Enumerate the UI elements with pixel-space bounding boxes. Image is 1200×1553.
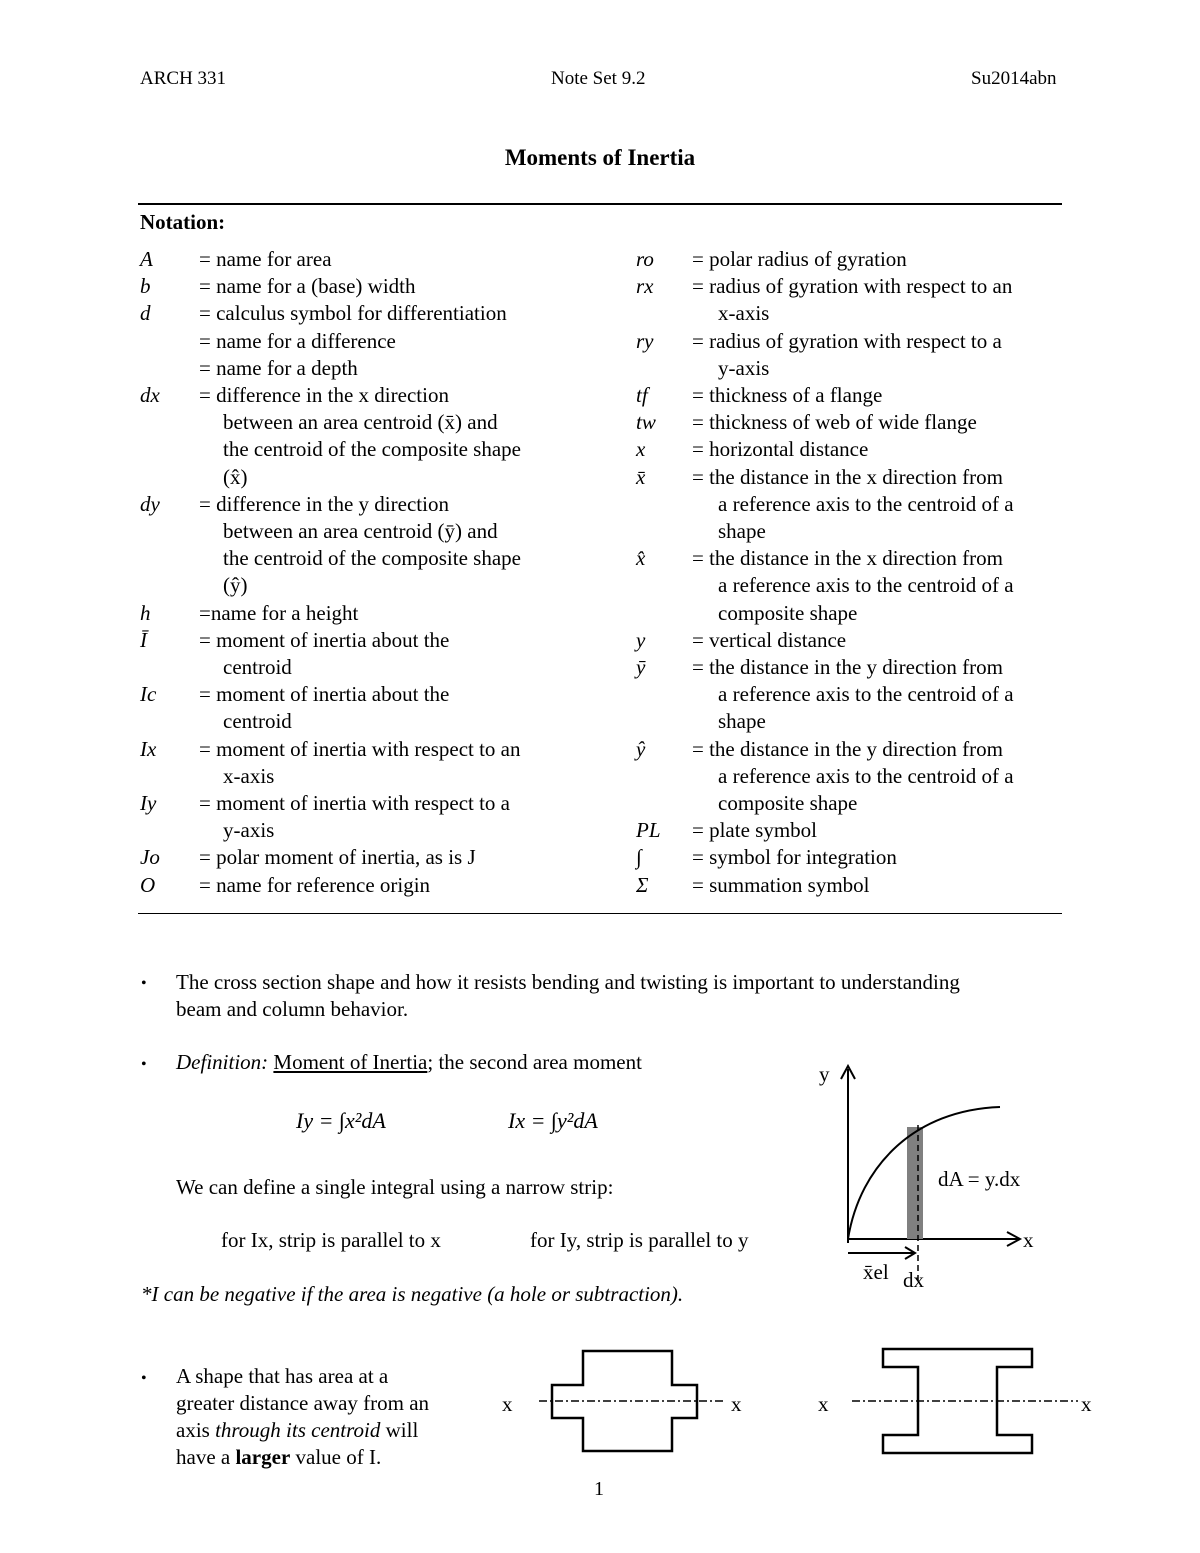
notation-symbol: ȳ xyxy=(636,655,646,679)
notation-definition: the centroid of the composite shape xyxy=(223,546,521,571)
diagram-dx-label: dx xyxy=(903,1268,924,1292)
notation-definition: = moment of inertia about the xyxy=(199,682,450,707)
notation-definition: y-axis xyxy=(718,355,770,380)
notation-symbol: ∫ xyxy=(636,845,642,870)
notation-definition: = symbol for integration xyxy=(692,845,897,870)
notation-definition: =name for a height xyxy=(199,600,359,625)
notation-definition: = the distance in the x direction from xyxy=(692,464,1004,489)
notation-symbol: x xyxy=(636,437,646,462)
notation-symbol: dx xyxy=(140,383,160,407)
cross-shape-diagram xyxy=(495,1345,760,1460)
diagram-x-label: x xyxy=(1023,1228,1034,1252)
notation-definition: (ŷ) xyxy=(223,573,248,598)
notation-definition: = thickness of a flange xyxy=(692,383,883,407)
notation-definition: a reference axis to the centroid of a xyxy=(718,573,1014,598)
notation-symbol: d xyxy=(140,301,151,326)
notation-definition: y-axis xyxy=(223,818,275,843)
equation-ix: Ix = ∫y²dA xyxy=(508,1108,598,1133)
bullet-3-line-1: A shape that has area at a xyxy=(176,1364,389,1388)
notation-symbol: Σ xyxy=(636,872,649,897)
notation-symbol: PL xyxy=(636,818,661,843)
notation-definition: shape xyxy=(718,519,766,543)
notation-definition: the centroid of the composite shape xyxy=(223,437,521,462)
b3-l4-c: value of I. xyxy=(290,1445,382,1469)
bullet-3-line-2: greater distance away from an xyxy=(176,1391,430,1415)
notation-definition: a reference axis to the centroid of a xyxy=(718,491,1014,516)
notation-symbol: x̂ xyxy=(636,546,646,571)
definition-line xyxy=(176,1049,642,1076)
notation-definition: = summation symbol xyxy=(692,872,870,897)
bullet-3-line-3 xyxy=(176,1417,418,1444)
notation-symbol: ry xyxy=(636,328,654,353)
diagram-xel-label: x̄el xyxy=(863,1260,889,1284)
notation-definition: = name for a difference xyxy=(199,328,396,353)
notation-definition: composite shape xyxy=(718,600,858,625)
notation-symbol: x̄ xyxy=(636,464,646,489)
notation-definition: x-axis xyxy=(223,763,275,788)
definition-term: Moment of Inertia xyxy=(273,1050,428,1074)
notation-symbol: Ix xyxy=(140,736,157,761)
notation-bottom-rule xyxy=(138,913,1062,914)
notation-definition: x-axis xyxy=(718,301,770,326)
notation-symbol: O xyxy=(140,872,156,897)
strip-integral-diagram xyxy=(805,1055,1075,1300)
notation-definition: = the distance in the y direction from xyxy=(692,655,1004,679)
definition-rest: ; the second area moment xyxy=(427,1050,642,1074)
notation-definition: = moment of inertia with respect to a xyxy=(199,791,511,815)
page-title: Moments of Inertia xyxy=(504,145,696,170)
i-axis-label-right: x xyxy=(1081,1392,1092,1416)
notation-definition: = name for a (base) width xyxy=(199,274,416,299)
notation-definition: (x̂) xyxy=(223,464,248,489)
notation-definition: = the distance in the y direction from xyxy=(692,736,1004,761)
notation-definition: between an area centroid (x̄) and xyxy=(223,410,498,435)
definition-label: Definition: xyxy=(176,1050,269,1074)
b3-l3-a: axis xyxy=(176,1418,216,1442)
i-axis-label-left: x xyxy=(818,1392,829,1416)
bullet-1-line-2: beam and column behavior. xyxy=(176,997,409,1021)
notation-definition: a reference axis to the centroid of a xyxy=(718,682,1014,707)
notation-symbol: Ī xyxy=(140,627,147,652)
header-noteset: Note Set 9.2 xyxy=(551,68,646,89)
notation-symbol: Iy xyxy=(140,791,157,815)
notation-symbol: ŷ xyxy=(636,736,646,761)
notation-symbol: A xyxy=(140,247,153,271)
notation-definition: centroid xyxy=(223,655,292,679)
cross-axis-label-left: x xyxy=(502,1392,513,1416)
notation-definition: = vertical distance xyxy=(692,627,847,652)
bullet-1: • xyxy=(141,975,147,992)
bullet-2: • xyxy=(141,1056,147,1073)
notation-symbol: y xyxy=(636,627,646,652)
strip-iy-text: for Iy, strip is parallel to y xyxy=(530,1228,749,1252)
notation-definition: = moment of inertia with respect to an xyxy=(199,736,521,761)
notation-definition: = the distance in the x direction from xyxy=(692,546,1004,571)
notation-definition: = polar moment of inertia, as is J xyxy=(199,845,476,870)
notation-definition: = difference in the x direction xyxy=(199,383,449,407)
notation-symbol: dy xyxy=(140,491,160,516)
notation-definition: composite shape xyxy=(718,791,858,815)
notation-symbol: Ic xyxy=(140,682,157,707)
notation-definition: = radius of gyration with respect to a xyxy=(692,328,1002,353)
diagram-y-label: y xyxy=(819,1062,830,1086)
notation-definition: = name for reference origin xyxy=(199,872,431,897)
notation-definition: = horizontal distance xyxy=(692,437,869,462)
notation-symbol: Jo xyxy=(140,845,160,870)
notation-symbol: tw xyxy=(636,410,656,435)
notation-definition: = radius of gyration with respect to an xyxy=(692,274,1013,299)
bullet-3-line-4 xyxy=(176,1444,381,1471)
single-integral-text: We can define a single integral using a narrow strip: xyxy=(176,1175,614,1199)
equation-iy: Iy = ∫x²dA xyxy=(296,1108,386,1133)
notation-definition: = thickness of web of wide flange xyxy=(692,410,977,435)
notation-symbol: b xyxy=(140,274,151,299)
notation-definition: between an area centroid (ȳ) and xyxy=(223,519,498,543)
b3-l3-italic: through its centroid xyxy=(215,1418,381,1442)
header-course: ARCH 331 xyxy=(140,68,227,89)
bullet-3: • xyxy=(141,1370,147,1387)
narrow-strip xyxy=(907,1127,923,1239)
notation-symbol: tf xyxy=(636,383,648,407)
notation-definition: = calculus symbol for differentiation xyxy=(199,301,507,326)
notation-definition: = difference in the y direction xyxy=(199,491,449,516)
notation-symbol: h xyxy=(140,600,151,625)
notation-symbol: ro xyxy=(636,247,654,271)
cross-axis-label-right: x xyxy=(731,1392,742,1416)
header-term: Su2014abn xyxy=(971,68,1057,89)
notation-definition: centroid xyxy=(223,709,292,734)
notation-definition: = name for a depth xyxy=(199,355,358,380)
notation-heading: Notation: xyxy=(140,210,226,234)
diagram-dA-label: dA = y.dx xyxy=(938,1167,1021,1191)
bullet-1-line-1: The cross section shape and how it resists bending and twisting is important to understanding xyxy=(176,970,960,994)
i-shape-diagram xyxy=(810,1345,1100,1460)
page-number: 1 xyxy=(594,1478,604,1500)
notation-definition: shape xyxy=(718,709,766,734)
notation-definition: = name for area xyxy=(199,247,332,271)
negative-area-note: *I can be negative if the area is negative (a hole or subtraction). xyxy=(141,1282,684,1306)
notation-top-rule xyxy=(138,203,1062,205)
notation-definition: = moment of inertia about the xyxy=(199,627,450,652)
b3-l4-bold: larger xyxy=(235,1445,291,1469)
strip-ix-text: for Ix, strip is parallel to x xyxy=(221,1228,441,1252)
notation-definition: = plate symbol xyxy=(692,818,817,843)
b3-l4-a: have a xyxy=(176,1445,236,1469)
b3-l3-c: will xyxy=(380,1418,419,1442)
notation-symbol: rx xyxy=(636,274,654,299)
notation-definition: = polar radius of gyration xyxy=(692,247,907,271)
notation-definition: a reference axis to the centroid of a xyxy=(718,763,1014,788)
